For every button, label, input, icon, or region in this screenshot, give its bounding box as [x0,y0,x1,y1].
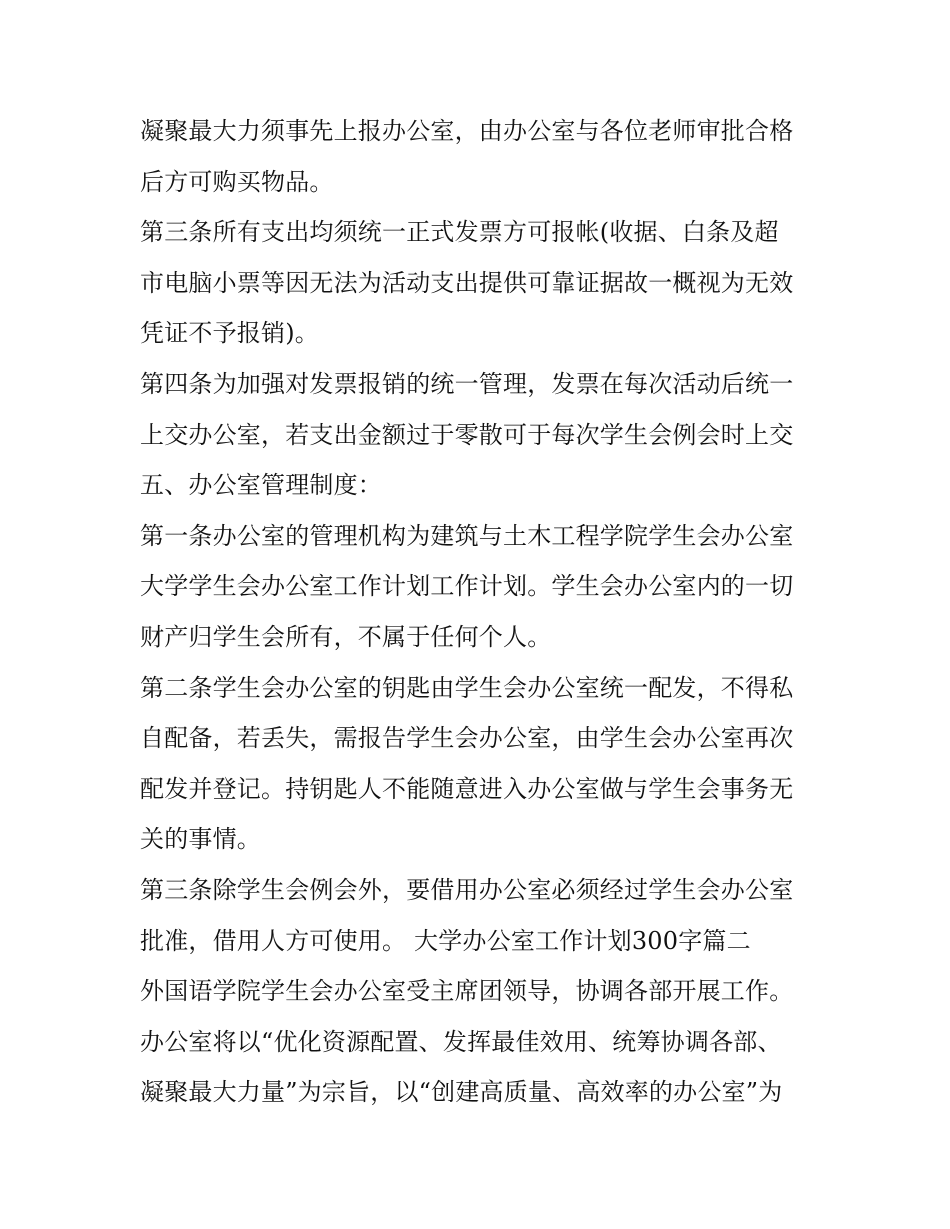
text-line: 上交办公室，若支出金额过于零散可于每次学生会例会时上交 [140,420,794,449]
text-line: 财产归学生会所有，不属于任何个人。 [140,622,552,651]
section-heading: 五、办公室管理制度： [140,471,382,500]
text-line: 市电脑小票等因无法为活动支出提供可靠证据故一概视为无效 [140,268,794,297]
text-line: 第一条办公室的管理机构为建筑与土木工程学院学生会办公室 [140,521,794,550]
text-line: 凝聚最大力量”为宗旨，以“创建高质量、高效率的办公室”为 [140,1078,783,1107]
text-line: 第三条所有支出均须统一正式发票方可报帐(收据、白条及超 [140,218,779,247]
text-line: 凝聚最大力须事先上报办公室，由办公室与各位老师审批合格 [140,117,794,145]
text-line: 自配备，若丢失，需报告学生会办公室，由学生会办公室再次 [140,724,794,753]
text-line: 第四条为加强对发票报销的统一管理，发票在每次活动后统一 [140,369,794,398]
text-line: 后方可购买物品。 [140,167,334,196]
text-line: 外国语学院学生会办公室受主席团领导，协调各部开展工作。 [140,977,794,1006]
document-body [140,106,830,1118]
text-line: 凭证不予报销)。 [140,319,319,348]
text-line: 批准，借用人方可使用。 大学办公室工作计划300字篇二 [140,926,751,955]
text-line: 关的事情。 [140,825,261,854]
text-line: 第二条学生会办公室的钥匙由学生会办公室统一配发，不得私 [140,673,794,702]
text-line: 办公室将以“优化资源配置、发挥最佳效用、统筹协调各部、 [140,1027,782,1056]
text-line: 配发并登记。持钥匙人不能随意进入办公室做与学生会事务无 [140,774,794,803]
text-line: 大学学生会办公室工作计划工作计划。学生会办公室内的一切 [140,572,794,601]
text-line: 第三条除学生会例会外，要借用办公室必须经过学生会办公室 [140,875,794,904]
